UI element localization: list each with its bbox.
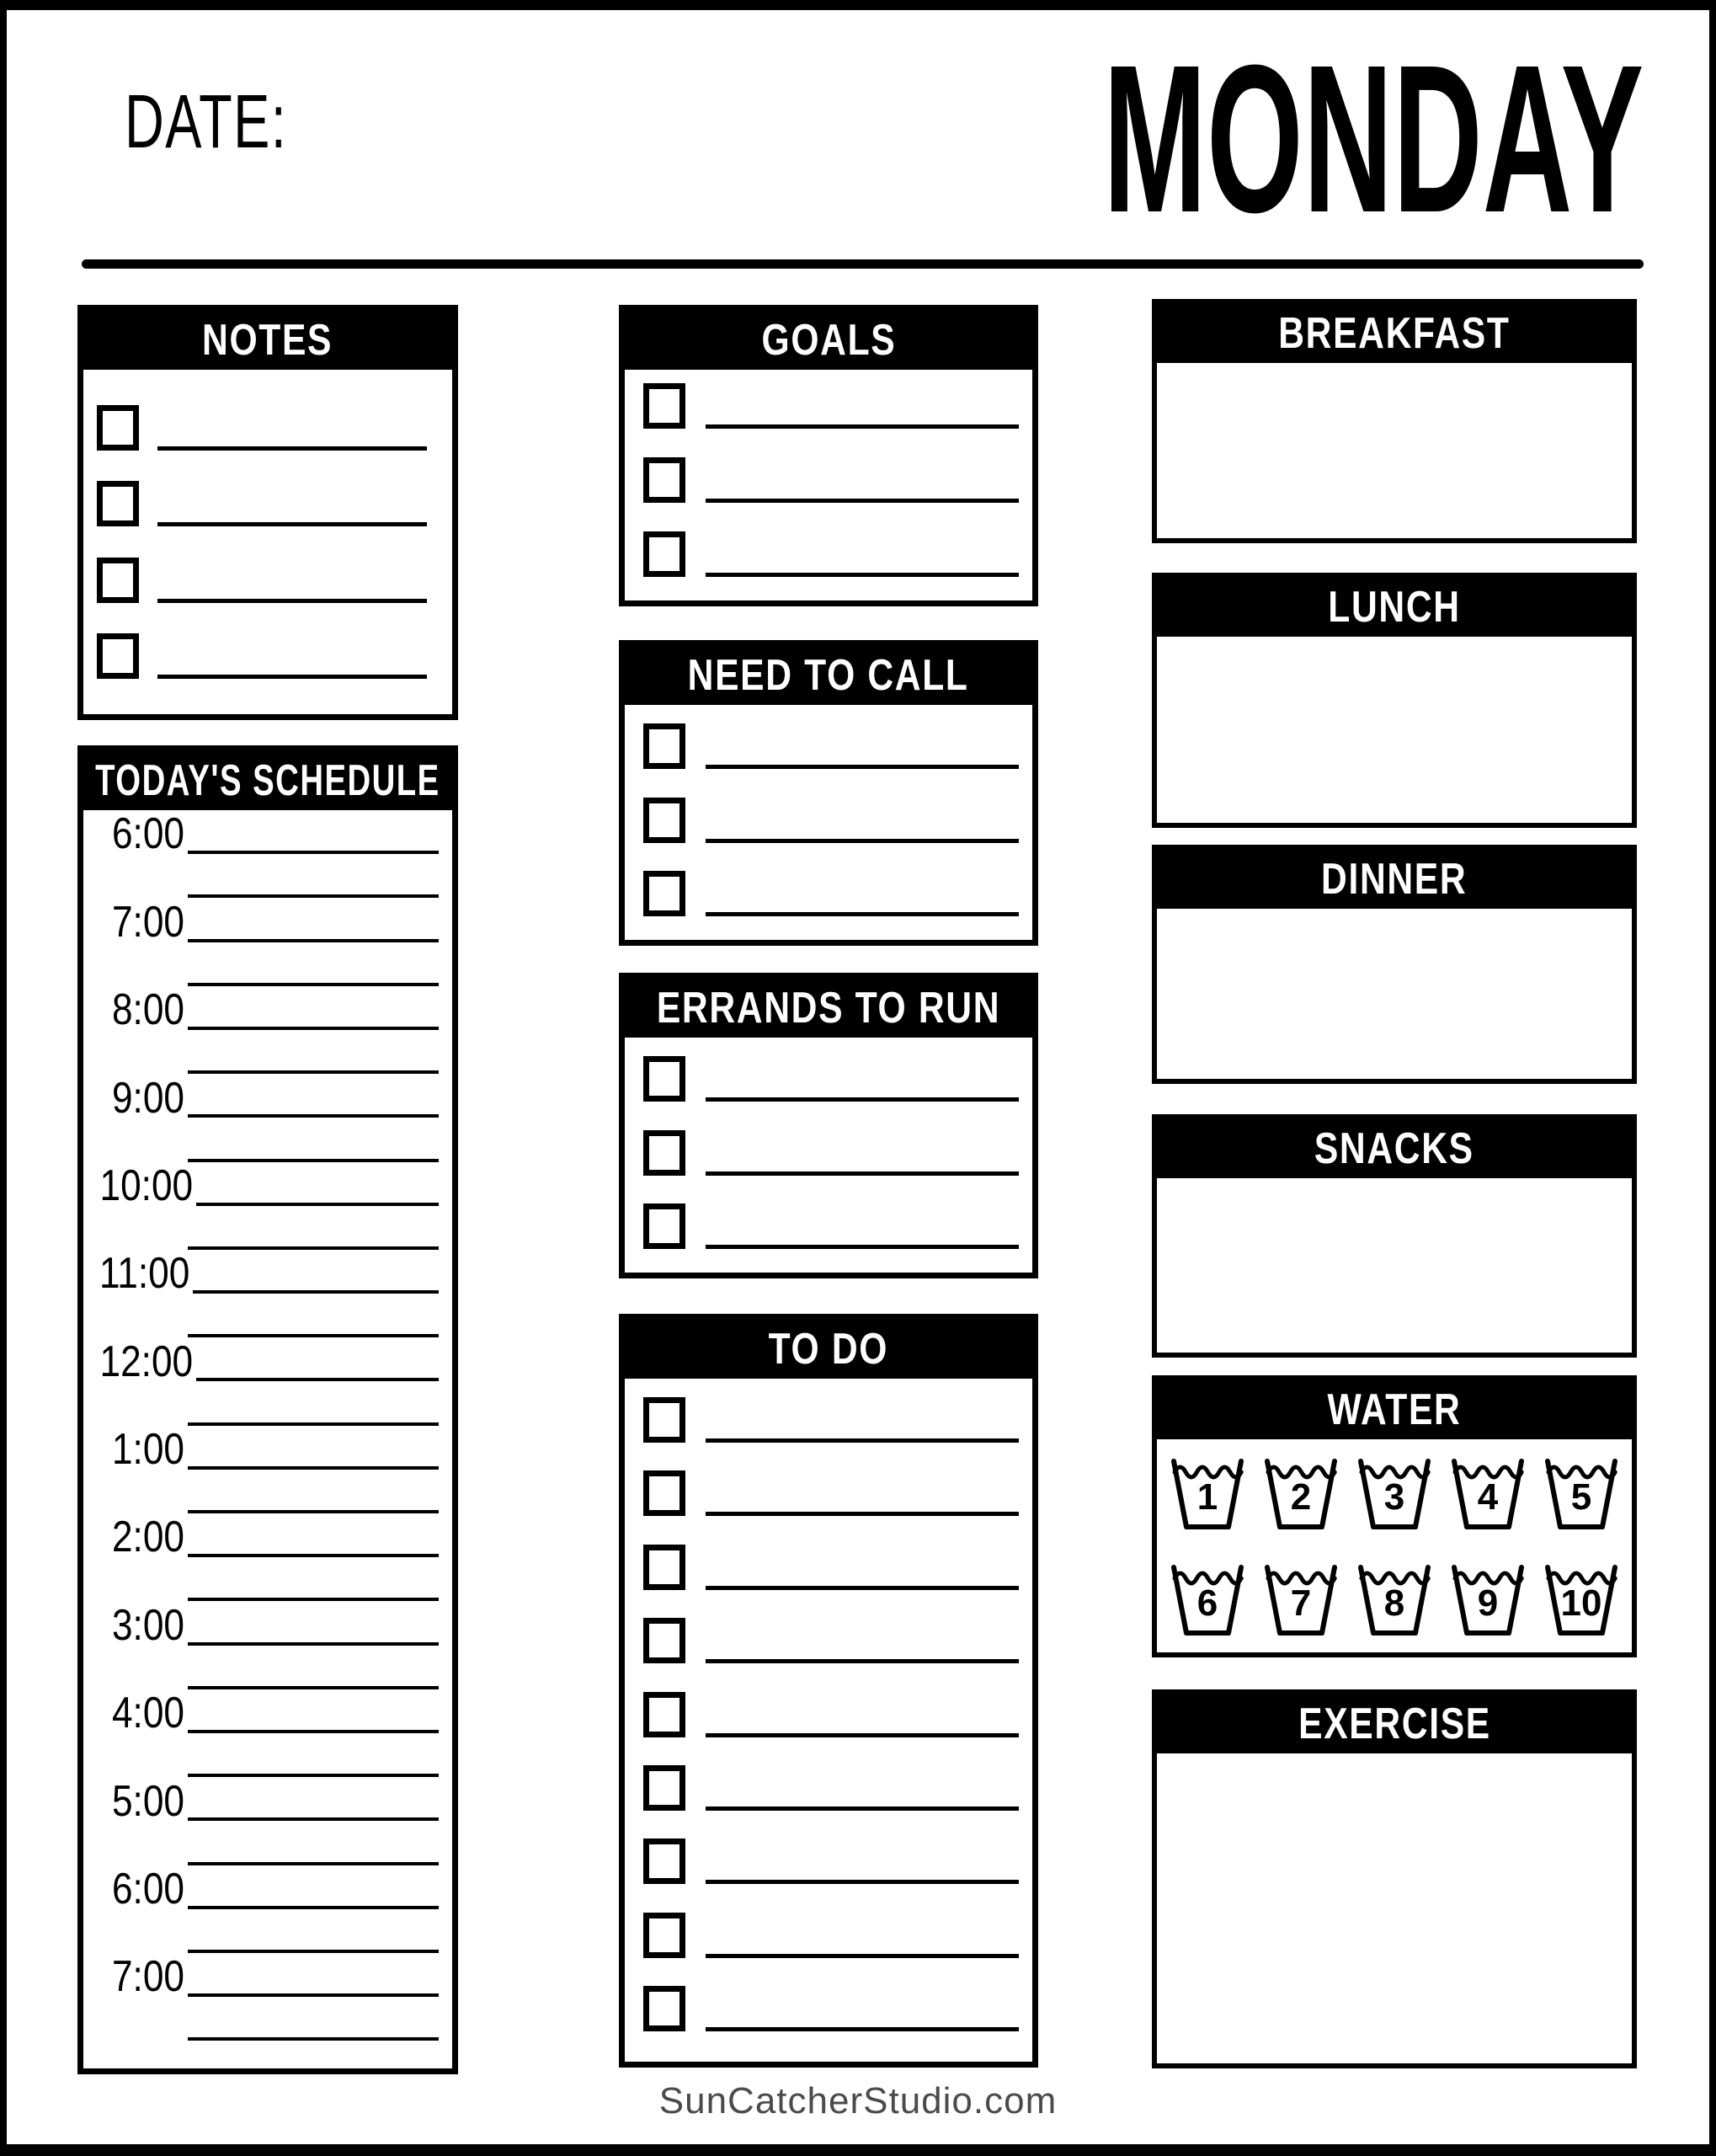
water-cups: [1157, 1439, 1632, 1652]
section-todo: [619, 1314, 1038, 2068]
water-cup[interactable]: [1542, 1563, 1621, 1637]
checklist-row: [643, 1203, 1019, 1249]
checkbox[interactable]: [643, 1838, 685, 1884]
snacks-header: [1157, 1119, 1632, 1178]
errands-header: [625, 979, 1032, 1038]
water-cup[interactable]: [1355, 1563, 1434, 1637]
time-label: 8:00: [111, 985, 184, 1035]
section-snacks: [1152, 1114, 1637, 1358]
water-cup[interactable]: [1168, 1457, 1247, 1531]
checkbox[interactable]: [643, 871, 685, 916]
write-line[interactable]: [157, 446, 427, 451]
write-line[interactable]: [706, 1245, 1019, 1249]
time-label: 7:00: [111, 897, 184, 947]
schedule-hour-row: [83, 1425, 439, 1475]
need-to-call-header: [625, 646, 1032, 705]
checkbox[interactable]: [643, 1397, 685, 1443]
time-label: 11:00: [99, 1249, 190, 1299]
checkbox[interactable]: [643, 723, 685, 769]
checklist-row: [643, 1545, 1019, 1590]
checklist-row: [643, 871, 1019, 916]
time-label: 6:00: [111, 810, 184, 859]
exercise-writing-area[interactable]: [1157, 1753, 1632, 2063]
schedule-hour-row: [83, 985, 439, 1035]
svg-text:5: 5: [1570, 1476, 1592, 1518]
svg-text:3: 3: [1383, 1476, 1405, 1518]
schedule-half-hour-row: [83, 1118, 439, 1161]
section-breakfast: [1152, 299, 1637, 543]
schedule-hour-row: [83, 1073, 439, 1123]
schedule-half-hour-row: [83, 1294, 439, 1337]
write-line[interactable]: [706, 1954, 1019, 1958]
checklist-row: [97, 558, 427, 603]
schedule-half-hour-row: [83, 1030, 439, 1074]
write-line[interactable]: [706, 1438, 1019, 1443]
dinner-writing-area[interactable]: [1157, 909, 1632, 1079]
write-line[interactable]: [706, 424, 1019, 429]
checklist-row: [643, 1470, 1019, 1516]
time-label: 10:00: [99, 1161, 194, 1210]
svg-text:10: 10: [1560, 1582, 1602, 1624]
write-line[interactable]: [706, 765, 1019, 769]
write-line[interactable]: [706, 1586, 1019, 1590]
checklist-row: [97, 405, 427, 451]
todo-header: [625, 1320, 1032, 1379]
write-line[interactable]: [157, 522, 427, 526]
checkbox[interactable]: [643, 1986, 685, 2031]
checklist-row: [643, 1838, 1019, 1884]
breakfast-header: [1157, 304, 1632, 363]
schedule-hour-row: [83, 1161, 439, 1210]
header-divider: [82, 259, 1644, 269]
schedule-hour-row: [83, 1249, 439, 1299]
checklist-row: [643, 1056, 1019, 1102]
write-line[interactable]: [706, 499, 1019, 503]
checklist-row: [643, 457, 1019, 503]
exercise-title: EXERCISE: [1298, 1700, 1491, 1748]
checklist-row: [97, 633, 427, 679]
write-line[interactable]: [706, 839, 1019, 843]
schedule-half-hour-row: [83, 1646, 439, 1689]
write-line[interactable]: [706, 912, 1019, 916]
water-cup[interactable]: [1168, 1563, 1247, 1637]
schedule-half-hour-row: [83, 1381, 439, 1425]
schedule-hour-row: [83, 810, 439, 859]
date-label: DATE:: [125, 80, 288, 164]
section-dinner: [1152, 845, 1637, 1084]
write-line[interactable]: [706, 1806, 1019, 1811]
svg-text:4: 4: [1477, 1476, 1499, 1518]
checkbox[interactable]: [97, 633, 139, 679]
time-label: 5:00: [111, 1776, 184, 1826]
schedule-header: [83, 751, 452, 810]
notes-title: NOTES: [202, 316, 333, 365]
svg-text:9: 9: [1477, 1582, 1499, 1624]
schedule-hour-row: [83, 897, 439, 947]
schedule-hour-row: [83, 1952, 439, 2002]
checkbox[interactable]: [97, 405, 139, 451]
snacks-title: SNACKS: [1314, 1124, 1474, 1173]
checklist-row: [643, 1130, 1019, 1176]
lunch-title: LUNCH: [1328, 583, 1461, 632]
write-line[interactable]: [157, 599, 427, 603]
need-to-call-title: NEED TO CALL: [688, 651, 969, 700]
checklist-row: [643, 1913, 1019, 1958]
checklist-row: [97, 481, 427, 526]
goals-header: [625, 311, 1032, 370]
water-cup[interactable]: [1542, 1457, 1621, 1531]
checkbox[interactable]: [643, 1765, 685, 1811]
schedule-half-hour-row: [83, 1821, 439, 1865]
goals-list: [625, 370, 1032, 600]
schedule-half-hour-row: [83, 942, 439, 986]
write-line[interactable]: [706, 1733, 1019, 1737]
checkbox[interactable]: [643, 1056, 685, 1102]
time-label: 1:00: [111, 1425, 184, 1475]
section-exercise: [1152, 1689, 1637, 2068]
write-line[interactable]: [706, 1659, 1019, 1663]
footer-watermark: SunCatcherStudio.com: [658, 2080, 1058, 2121]
write-line[interactable]: [706, 1097, 1019, 1102]
section-schedule: [77, 745, 458, 2074]
breakfast-writing-area[interactable]: [1157, 363, 1632, 538]
time-label: 12:00: [99, 1337, 194, 1386]
schedule-half-hour-row: [83, 854, 439, 898]
checklist-row: [643, 1692, 1019, 1737]
checkbox[interactable]: [643, 531, 685, 577]
checkbox[interactable]: [643, 1130, 685, 1176]
svg-text:1: 1: [1196, 1476, 1218, 1518]
checklist-row: [643, 1765, 1019, 1811]
schedule-hour-row: [83, 1776, 439, 1826]
svg-text:8: 8: [1383, 1582, 1405, 1624]
water-title: WATER: [1327, 1385, 1462, 1434]
time-label: 9:00: [111, 1073, 184, 1123]
checkbox[interactable]: [643, 1618, 685, 1663]
checklist-row: [643, 798, 1019, 843]
section-notes: [77, 305, 458, 720]
write-line[interactable]: [706, 1171, 1019, 1176]
checklist-row: [643, 1618, 1019, 1663]
schedule-hour-row: [83, 1337, 439, 1386]
errands-list: [625, 1038, 1032, 1273]
checkbox[interactable]: [643, 383, 685, 429]
section-goals: [619, 305, 1038, 606]
water-cup[interactable]: [1355, 1457, 1434, 1531]
write-line[interactable]: [706, 573, 1019, 577]
schedule-hour-row: [83, 1689, 439, 1738]
goals-title: GOALS: [761, 316, 896, 365]
snacks-writing-area[interactable]: [1157, 1178, 1632, 1353]
time-label: 2:00: [111, 1513, 184, 1562]
write-line[interactable]: [706, 2027, 1019, 2031]
checkbox[interactable]: [643, 1470, 685, 1516]
schedule-hour-row: [83, 1513, 439, 1562]
water-cup-row: [1157, 1457, 1632, 1531]
water-cup-row: [1157, 1563, 1632, 1637]
schedule-title: TODAY'S SCHEDULE: [95, 756, 440, 805]
checklist-row: [643, 383, 1019, 429]
section-water: [1152, 1375, 1637, 1657]
time-label: 7:00: [111, 1952, 184, 2002]
time-label: 6:00: [111, 1864, 184, 1913]
errands-title: ERRANDS TO RUN: [656, 984, 1001, 1033]
todo-list: [625, 1379, 1032, 2062]
checkbox[interactable]: [643, 1203, 685, 1249]
section-need-to-call: [619, 640, 1038, 946]
time-label: 3:00: [111, 1600, 184, 1650]
checklist-row: [643, 1397, 1019, 1443]
dinner-title: DINNER: [1321, 855, 1468, 904]
checkbox[interactable]: [643, 798, 685, 843]
day-title: MONDAY: [1102, 21, 1644, 256]
svg-text:6: 6: [1196, 1582, 1218, 1624]
write-line[interactable]: [706, 1512, 1019, 1516]
todo-title: TO DO: [768, 1325, 889, 1374]
schedule-hour-row: [83, 1600, 439, 1650]
schedule-list: [83, 810, 452, 2068]
need-to-call-list: [625, 705, 1032, 940]
schedule-half-hour-row: [83, 1470, 439, 1513]
exercise-header: [1157, 1694, 1632, 1753]
schedule-hour-row: [83, 1864, 439, 1913]
notes-list: [83, 370, 452, 714]
breakfast-title: BREAKFAST: [1278, 309, 1511, 358]
schedule-half-hour-row: [83, 1733, 439, 1777]
schedule-half-hour-row: [83, 1206, 439, 1250]
lunch-writing-area[interactable]: [1157, 637, 1632, 823]
water-header: [1157, 1380, 1632, 1439]
water-cup[interactable]: [1448, 1563, 1527, 1637]
write-line[interactable]: [706, 1880, 1019, 1884]
checklist-row: [643, 723, 1019, 769]
notes-header: [83, 311, 452, 370]
checkbox[interactable]: [643, 457, 685, 503]
schedule-half-hour-row: [83, 1557, 439, 1601]
schedule-line[interactable]: [188, 2037, 439, 2041]
section-lunch: [1152, 573, 1637, 828]
checkbox[interactable]: [643, 1913, 685, 1958]
water-cup[interactable]: [1261, 1457, 1340, 1531]
dinner-header: [1157, 850, 1632, 909]
svg-text:7: 7: [1290, 1582, 1312, 1624]
checkbox[interactable]: [97, 481, 139, 526]
schedule-half-hour-row: [83, 1997, 439, 2041]
svg-text:2: 2: [1290, 1476, 1312, 1518]
checkbox[interactable]: [643, 1545, 685, 1590]
schedule-half-hour-row: [83, 1909, 439, 1953]
section-errands: [619, 973, 1038, 1278]
water-cup[interactable]: [1261, 1563, 1340, 1637]
checkbox[interactable]: [643, 1692, 685, 1737]
lunch-header: [1157, 578, 1632, 637]
checkbox[interactable]: [97, 558, 139, 603]
water-cup[interactable]: [1448, 1457, 1527, 1531]
checklist-row: [643, 1986, 1019, 2031]
write-line[interactable]: [157, 675, 427, 679]
time-label: 4:00: [111, 1689, 184, 1738]
checklist-row: [643, 531, 1019, 577]
